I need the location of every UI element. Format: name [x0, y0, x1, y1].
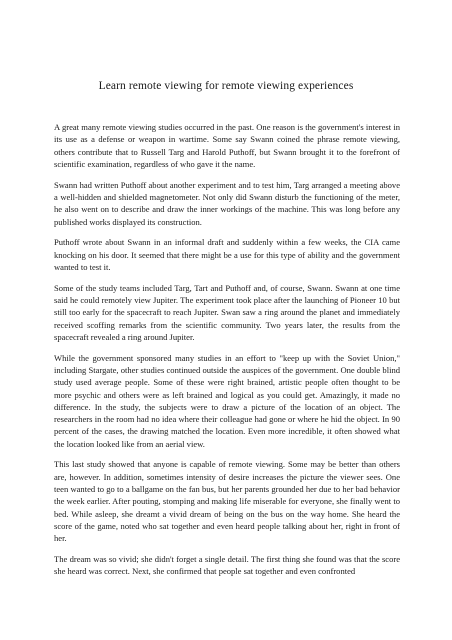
paragraph-7: The dream was so vivid; she didn't forget a single detail. The first thing she found was that the score she heard was correct. Next, she confirmed that people sat together and even confronted	[54, 554, 400, 577]
paragraph-3: Puthoff wrote about Swann in an informal draft and suddenly within a few weeks, the CIA came knocking on his door. It seemed that there might be a use for this type of ability and the government wanted to test it.	[54, 237, 400, 272]
paragraph-4: Some of the study teams included Targ, Tart and Puthoff and, of course, Swann. Swann at one time said he could remotely view Jupiter. The experiment took place after the launching of Pioneer 10 but still too early for the spacecraft to reach Jupiter. Swan saw a ring around the planet and immediately received scoffing remarks from the scientific community. Two years later, the results from the spacecraft revealed a ring around Jupiter.	[54, 282, 400, 342]
paragraph-6: This last study showed that anyone is capable of remote viewing. Some may be better than others are, however. In addition, sometimes intensity of desire increases the picture the viewer sees. One teen wanted to go to a ballgame on the fan bus, but her parents grounded her due to her bad behavior the week earlier. After pouting, stomping and making life miserable for everyone, she finally went to bed. While asleep, she dreamt a vivid dream of being on the bus on the way home. She heard the score of the game, noted who sat together and even heard people talking about her, right in front of her.	[54, 459, 400, 544]
paragraph-5: While the government sponsored many studies in an effort to "keep up with the Soviet Union," including Stargate, other studies continued outside the auspices of the government. One double blind study used average people. Some of these were right brained, artistic people often thought to be more psychic and others were as left brained and logical as you could get. Amazingly, it made no difference. In the study, the subjects were to draw a picture of the location of an object. The researchers in the room had no idea where their colleague had gone or where he hid the object. In 90 percent of the cases, the drawing matched the location. Even more incredible, it often showed what the location looked like from an aerial view.	[54, 352, 400, 449]
document-title: Learn remote viewing for remote viewing experiences	[98, 80, 354, 92]
document-body	[54, 121, 400, 586]
paragraph-1: A great many remote viewing studies occurred in the past. One reason is the government's interest in its use as a defense or weapon in wartime. Some say Swann coined the phrase remote viewing, others contribute that to Russell Targ and Harold Puthoff, but Swann brought it to the forefront of scientific examination, regardless of who gave it the name.	[54, 122, 400, 169]
paragraph-2: Swann had written Puthoff about another experiment and to test him, Targ arranged a meeting above a well-hidden and shielded magnetometer. Not only did Swann disturb the functioning of the meter, he also went on to describe and draw the inner workings of the machine. This was long before any published works displayed its construction.	[54, 179, 400, 227]
